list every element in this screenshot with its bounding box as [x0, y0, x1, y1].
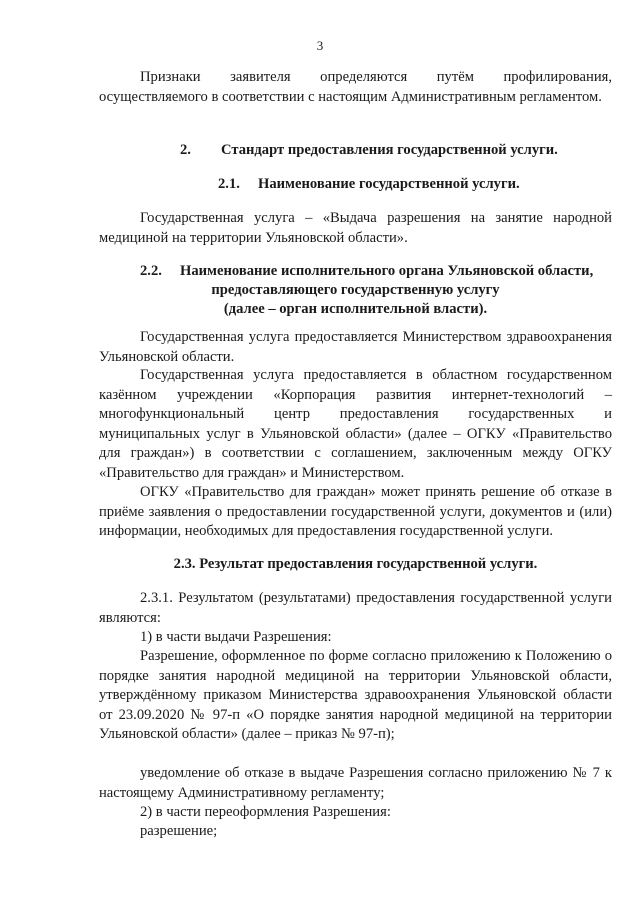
section-2-3-paragraph-6: разрешение; — [140, 823, 218, 839]
section-2-1-number: 2.1. — [218, 176, 240, 192]
section-2-3-paragraph-5: 2) в части переоформления Разрешения: — [140, 804, 391, 820]
section-2-3-paragraph-2: 1) в части выдачи Разрешения: — [140, 629, 332, 645]
section-2-2-paragraph-2: Государственная услуга предоставляется в областном государственном казённом учреждении «Корпорация развития интернет-технологий – многофункциональный центр предоставления государственных и муниципальных услуг в Ульяновской области» (далее – ОГКУ «Правительство для граждан») в соответствии с соглашением, заключенным между ОГКУ «Правительство для граждан» и Министерством. — [99, 367, 612, 481]
page-number: 3 — [316, 38, 324, 53]
section-2-3-paragraph-3: Разрешение, оформленное по форме согласно приложению к Положению о порядке занятия народной медициной на территории Ульяновской области, утверждённому приказом Министерства здравоохранения Ульяновской области от 23.09.2020 № 97-п «О порядке занятия народной медициной на территории Ульяновской области» (далее – приказ № 97-п); — [99, 648, 612, 742]
section-2-2-heading — [140, 262, 593, 282]
section-2-3-paragraph-1: 2.3.1. Результатом (результатами) предоставления государственной услуги являются: — [99, 590, 612, 626]
intro-paragraph: Признаки заявителя определяются путём профилирования, осуществляемого в соответствии с настоящим Административным регламентом. — [99, 69, 612, 105]
section-2-heading — [180, 141, 558, 161]
section-2-2-title-line-2: предоставляющего государственную услугу — [211, 282, 500, 298]
section-2-2-paragraph-1: Государственная услуга предоставляется Министерством здравоохранения Ульяновской области. — [99, 329, 612, 365]
section-2-3-heading: 2.3. Результат предоставления государственной услуги. — [173, 556, 538, 572]
section-2-number: 2. — [180, 142, 191, 158]
section-2-2-title-line-3: (далее – орган исполнительной власти). — [223, 301, 488, 317]
section-2-1-heading — [218, 175, 520, 195]
section-2-1-text: Государственная услуга – «Выдача разрешения на занятие народной медициной на территории Ульяновской области». — [99, 210, 612, 246]
section-2-2-number: 2.2. — [140, 263, 162, 279]
section-2-2-title-line-1: Наименование исполнительного органа Ульяновской области, — [180, 263, 594, 279]
section-2-3-paragraph-4: уведомление об отказе в выдаче Разрешения согласно приложению № 7 к настоящему Административному регламенту; — [99, 765, 612, 801]
section-2-2-paragraph-3: ОГКУ «Правительство для граждан» может принять решение об отказе в приёме заявления о предоставлении государственной услуги, документов и (или) информации, необходимых для предоставления государственной услуги. — [99, 484, 612, 539]
section-2-1-title: Наименование государственной услуги. — [258, 176, 520, 192]
section-2-title: Стандарт предоставления государственной услуги. — [221, 142, 558, 158]
